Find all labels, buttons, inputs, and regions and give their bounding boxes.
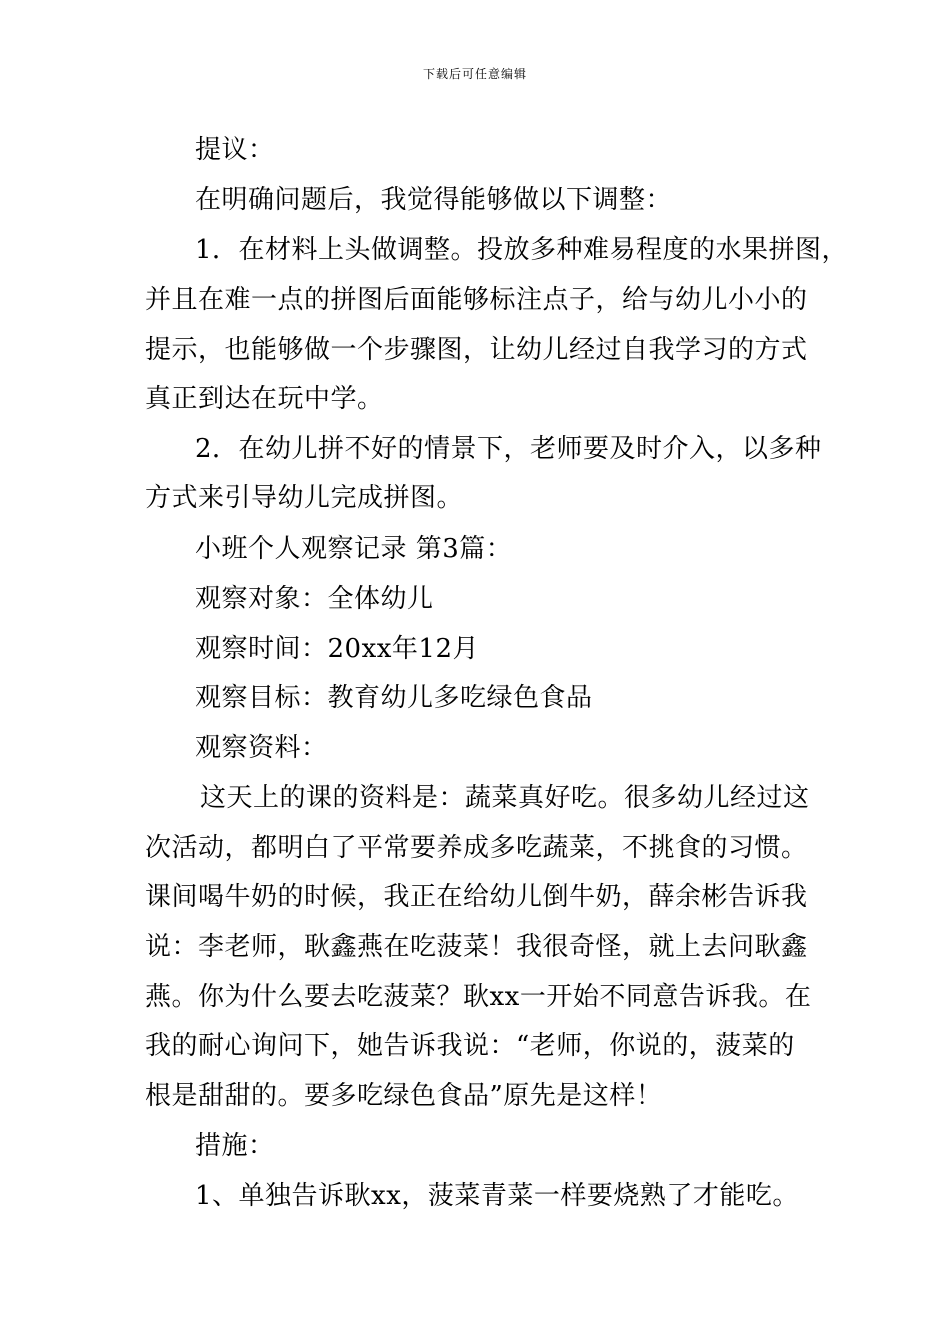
text-line: 真正到达在玩中学。 [145, 384, 384, 414]
text-line: 说：李老师，耿鑫燕在吃菠菜！我很奇怪，就上去问耿鑫 [145, 932, 808, 962]
text-line: 根是甜甜的。要多吃绿色食品”原先是这样！ [145, 1081, 663, 1111]
text-line: 观察对象：全体幼儿 [195, 584, 434, 614]
text-line: 1．在材料上头做调整。投放多种难易程度的水果拼图， [195, 235, 849, 265]
text-line: 1、单独告诉耿xx，菠菜青菜一样要烧熟了才能吃。 [195, 1181, 799, 1211]
section-heading: 小班个人观察记录 第3篇： [195, 534, 513, 564]
text-line: 次活动，都明白了平常要养成多吃蔬菜，不挑食的习惯。 [145, 833, 808, 863]
text-line: 措施： [195, 1131, 275, 1161]
text-line: 燕。你为什么要去吃菠菜？耿xx一开始不同意告诉我。在 [145, 982, 812, 1012]
page-header-note: 下载后可任意编辑 [422, 67, 527, 81]
text-line: 提示，也能够做一个步骤图，让幼儿经过自我学习的方式 [145, 335, 808, 365]
text-line: 课间喝牛奶的时候，我正在给幼儿倒牛奶，薛余彬告诉我 [145, 882, 808, 912]
text-line: 2．在幼儿拼不好的情景下，老师要及时介入，以多种 [195, 434, 822, 464]
text-line: 并且在难一点的拼图后面能够标注点子，给与幼儿小小的 [145, 285, 808, 315]
text-line: 我的耐心询问下，她告诉我说：“老师，你说的，菠菜的 [145, 1031, 795, 1061]
text-line: 观察时间：20xx年12月 [195, 634, 479, 664]
text-line: 观察目标：教育幼儿多吃绿色食品 [195, 683, 593, 713]
text-line: 这天上的课的资料是：蔬菜真好吃。很多幼儿经过这 [200, 783, 810, 813]
text-line: 在明确问题后，我觉得能够做以下调整： [195, 185, 673, 215]
text-line: 观察资料： [195, 733, 328, 763]
text-line: 方式来引导幼儿完成拼图。 [145, 483, 464, 513]
text-line: 提议： [195, 135, 275, 165]
